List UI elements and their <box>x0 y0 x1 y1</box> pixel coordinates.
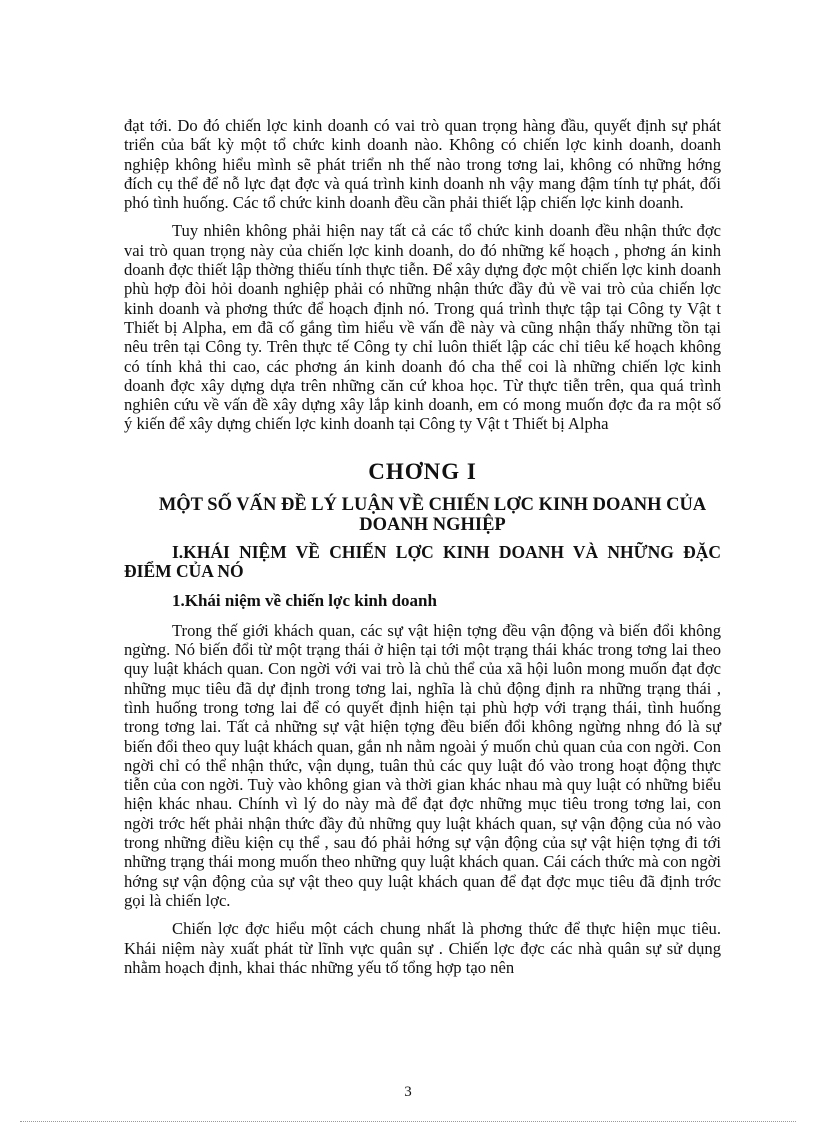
page-bottom-divider <box>20 1121 796 1122</box>
paragraph-objective-world: Trong thế giới khách quan, các sự vật hiện tợng đều vận động và biến đổi không ngừng. Nó biến đổi từ một trạng thái ở hiện tại tới một trạng thái khác trong tơng lai theo quy luật khách quan. Con ngời với vai trò là chủ thể của xã hội luôn mong muốn đạt đợc những mục tiêu đã dự định trong tơng lai, nghĩa là chủ động định ra những trạng thái , tình huống trong tơng lai để có quyết định hiện tại phù hợp với trạng thái, tình huống trong tơng lai. Tất cả những sự vật hiện tợng đều biến đổi không ngừng nhng đó là sự biến đổi theo quy luật khách quan, gắn nh nằm ngoài ý muốn chủ quan của con ngời. Con ngời chỉ có thể nhận thức, vận dụng, tuân thủ các quy luật đó vào trong hoạt động thực tiễn của con ngời. Tuỳ vào không gian và thời gian khác nhau mà quy luật có những biểu hiện khác nhau. Chính vì lý do này mà để đạt đợc những mục tiêu trong tơng lai, con ngời trớc hết phải nhận thức đầy đủ những quy luật khách quan, sự vận động của nó vào trong những điều kiện cụ thể , sau đó phải hớng sự vận động của sự vật hiện tợng đi tới những trạng thái mong muốn theo những quy luật khách quan. Cái cách thức mà con ngời hớng sự vận động của sự vật theo quy luật khách quan để đạt đợc mục tiêu đã định trớc gọi là chiến lợc. <box>124 620 721 910</box>
subsection-heading: 1.Khái niệm về chiến lợc kinh doanh <box>172 590 437 610</box>
paragraph-intro-awareness: Tuy nhiên không phải hiện nay tất cả các tổ chức kinh doanh đều nhận thức đợc vai trò quan trọng này của chiến lợc kinh doanh, do đó những kế hoạch , phơng án kinh doanh đợc thiết lập thờng thiếu tính thực tiễn. Để xây dựng đợc một chiến lợc kinh doanh phù hợp đòi hỏi doanh nghiệp phải có những nhận thức đầy đủ về vai trò của chiến lợc kinh doanh và phơng thức để hoạch định nó. Trong quá trình thực tập tại Công ty Vật t Thiết bị Alpha, em đã cố gắng tìm hiểu về vấn đề này và cũng nhận thấy những tồn tại nêu trên tại Công ty. Trên thực tế Công ty chỉ luôn thiết lập các chỉ tiêu kế hoạch không có tính khả thi cao, các phơng án kinh doanh đó cha thể coi là những chiến lợc kinh doanh đợc xây dựng dựa trên những căn cứ khoa học. Từ thực tiễn trên, qua quá trình nghiên cứu về vấn đề xây dựng xây lắp kinh doanh, em có mong muốn đợc đa ra một số ý kiến để xây dựng chiến lợc kinh doanh tại Công ty Vật t Thiết bị Alpha <box>124 221 721 434</box>
chapter-subtitle: MỘT SỐ VẤN ĐỀ LÝ LUẬN VỀ CHIẾN LỢC KINH DOANH CỦA DOANH NGHIỆP <box>158 494 707 535</box>
page-number: 3 <box>404 1084 412 1100</box>
page-content <box>124 116 721 986</box>
paragraph-strategy-definition: Chiến lợc đợc hiểu một cách chung nhất là phơng thức để thực hiện mục tiêu. Khái niệm này xuất phát từ lĩnh vực quân sự . Chiến lợc đợc các nhà quân sự sử dụng nhằm hoạch định, khai thác những yếu tố tổng hợp tạo nên <box>124 919 721 977</box>
paragraph-intro-continued: đạt tới. Do đó chiến lợc kinh doanh có vai trò quan trọng hàng đầu, quyết định sự phát triển của bất kỳ một tổ chức kinh doanh nào. Không có chiến lợc kinh doanh, doanh nghiệp không hiểu mình sẽ phát triển nh thế nào trong tơng lai, không có những hớng đích cụ thể để nỗ lực đạt đợc và quá trình kinh doanh nh vậy mang đậm tính tự phát, đối phó tình huống. Các tổ chức kinh doanh đều cần phải thiết lập chiến lợc kinh doanh. <box>124 116 721 213</box>
section-heading: I.KHÁI NIỆM VỀ CHIẾN LỢC KINH DOANH VÀ NHỮNG ĐẶC ĐIỂM CỦA NÓ <box>124 541 721 581</box>
chapter-title: CHƠNG I <box>368 458 477 484</box>
